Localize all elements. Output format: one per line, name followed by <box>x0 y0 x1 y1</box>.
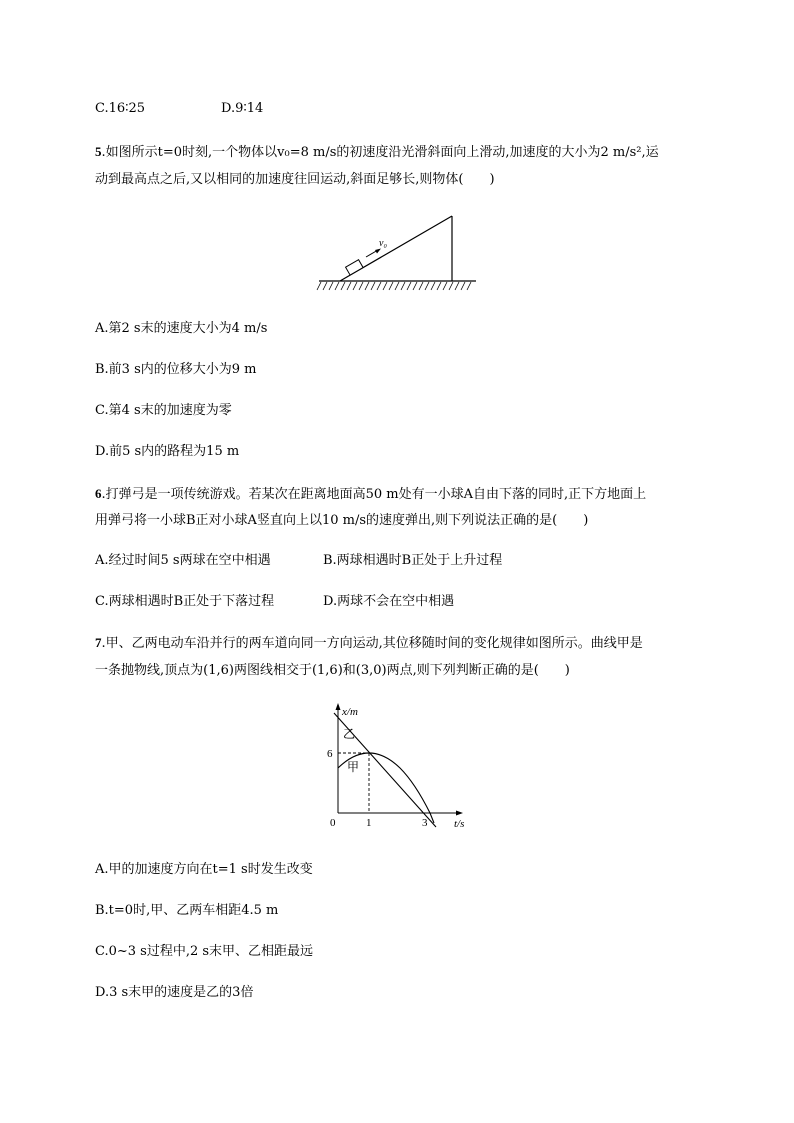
q7-label-yi: 乙 <box>343 727 356 741</box>
q5-option-c: C.第4 s末的加速度为零 <box>95 403 232 418</box>
q6-stem-line2: 用弹弓将一小球B正对小球A竖直向上以10 m/s的速度弹出,则下列说法正确的是( ) <box>95 513 589 528</box>
q7-tick-6: 6 <box>327 748 333 760</box>
q5-number: 5 <box>95 144 102 159</box>
q7-number: 7 <box>95 635 102 650</box>
q4-option-c: C.16∶25 <box>95 101 146 116</box>
q5-stem-line1 <box>95 143 659 162</box>
q7-xt-graph <box>322 702 482 832</box>
q7-option-c: C.0~3 s过程中,2 s末甲、乙相距最远 <box>95 944 314 959</box>
q7-xlabel: t/s <box>454 818 465 830</box>
q7-option-d: D.3 s末甲的速度是乙的3倍 <box>95 985 254 1000</box>
q7-text-1: .甲、乙两电动车沿并行的两车道向同一方向运动,其位移随时间的变化规律如图所示。曲线甲是 <box>101 636 643 651</box>
q6-option-c: C.两球相遇时B正处于下落过程 <box>95 594 275 609</box>
q5-text-1: .如图所示t=0时刻,一个物体以v₀=8 m/s的初速度沿光滑斜面向上滑动,加速度的大小为2 m/s²,运 <box>101 145 659 160</box>
q5-option-a: A.第2 s末的速度大小为4 m/s <box>95 321 268 336</box>
q7-tick-1: 1 <box>366 817 372 829</box>
q6-stem-line1 <box>95 485 646 504</box>
q7-option-b: B.t=0时,甲、乙两车相距4.5 m <box>95 903 279 918</box>
q6-option-b: B.两球相遇时B正处于上升过程 <box>323 553 503 568</box>
q5-incline-figure <box>316 212 486 294</box>
q7-ylabel: x/m <box>342 706 358 718</box>
q6-option-d: D.两球不会在空中相遇 <box>323 594 455 609</box>
q5-stem-line2: 动到最高点之后,又以相同的加速度往回运动,斜面足够长,则物体( ) <box>95 172 495 187</box>
q7-tick-3: 3 <box>422 817 428 829</box>
q7-stem-line1 <box>95 634 643 653</box>
q7-option-a: A.甲的加速度方向在t=1 s时发生改变 <box>95 862 313 877</box>
q7-tick-0: 0 <box>330 817 336 829</box>
q6-option-a: A.经过时间5 s两球在空中相遇 <box>95 553 271 568</box>
q5-option-b: B.前3 s内的位移大小为9 m <box>95 362 257 377</box>
q5-block <box>346 260 363 275</box>
q5-v0-label: v₀ <box>379 238 387 249</box>
q4-option-d: D.9∶14 <box>221 101 264 116</box>
q6-text-1: .打弹弓是一项传统游戏。若某次在距离地面高50 m处有一小球A自由下落的同时,正下方地面上 <box>101 487 647 502</box>
q6-number: 6 <box>95 486 102 501</box>
q5-option-d: D.前5 s内的路程为15 m <box>95 444 240 459</box>
q7-label-jia: 甲 <box>347 760 360 774</box>
q7-stem-line2: 一条抛物线,顶点为(1,6)两图线相交于(1,6)和(3,0)两点,则下列判断正确的是( ) <box>95 663 570 678</box>
